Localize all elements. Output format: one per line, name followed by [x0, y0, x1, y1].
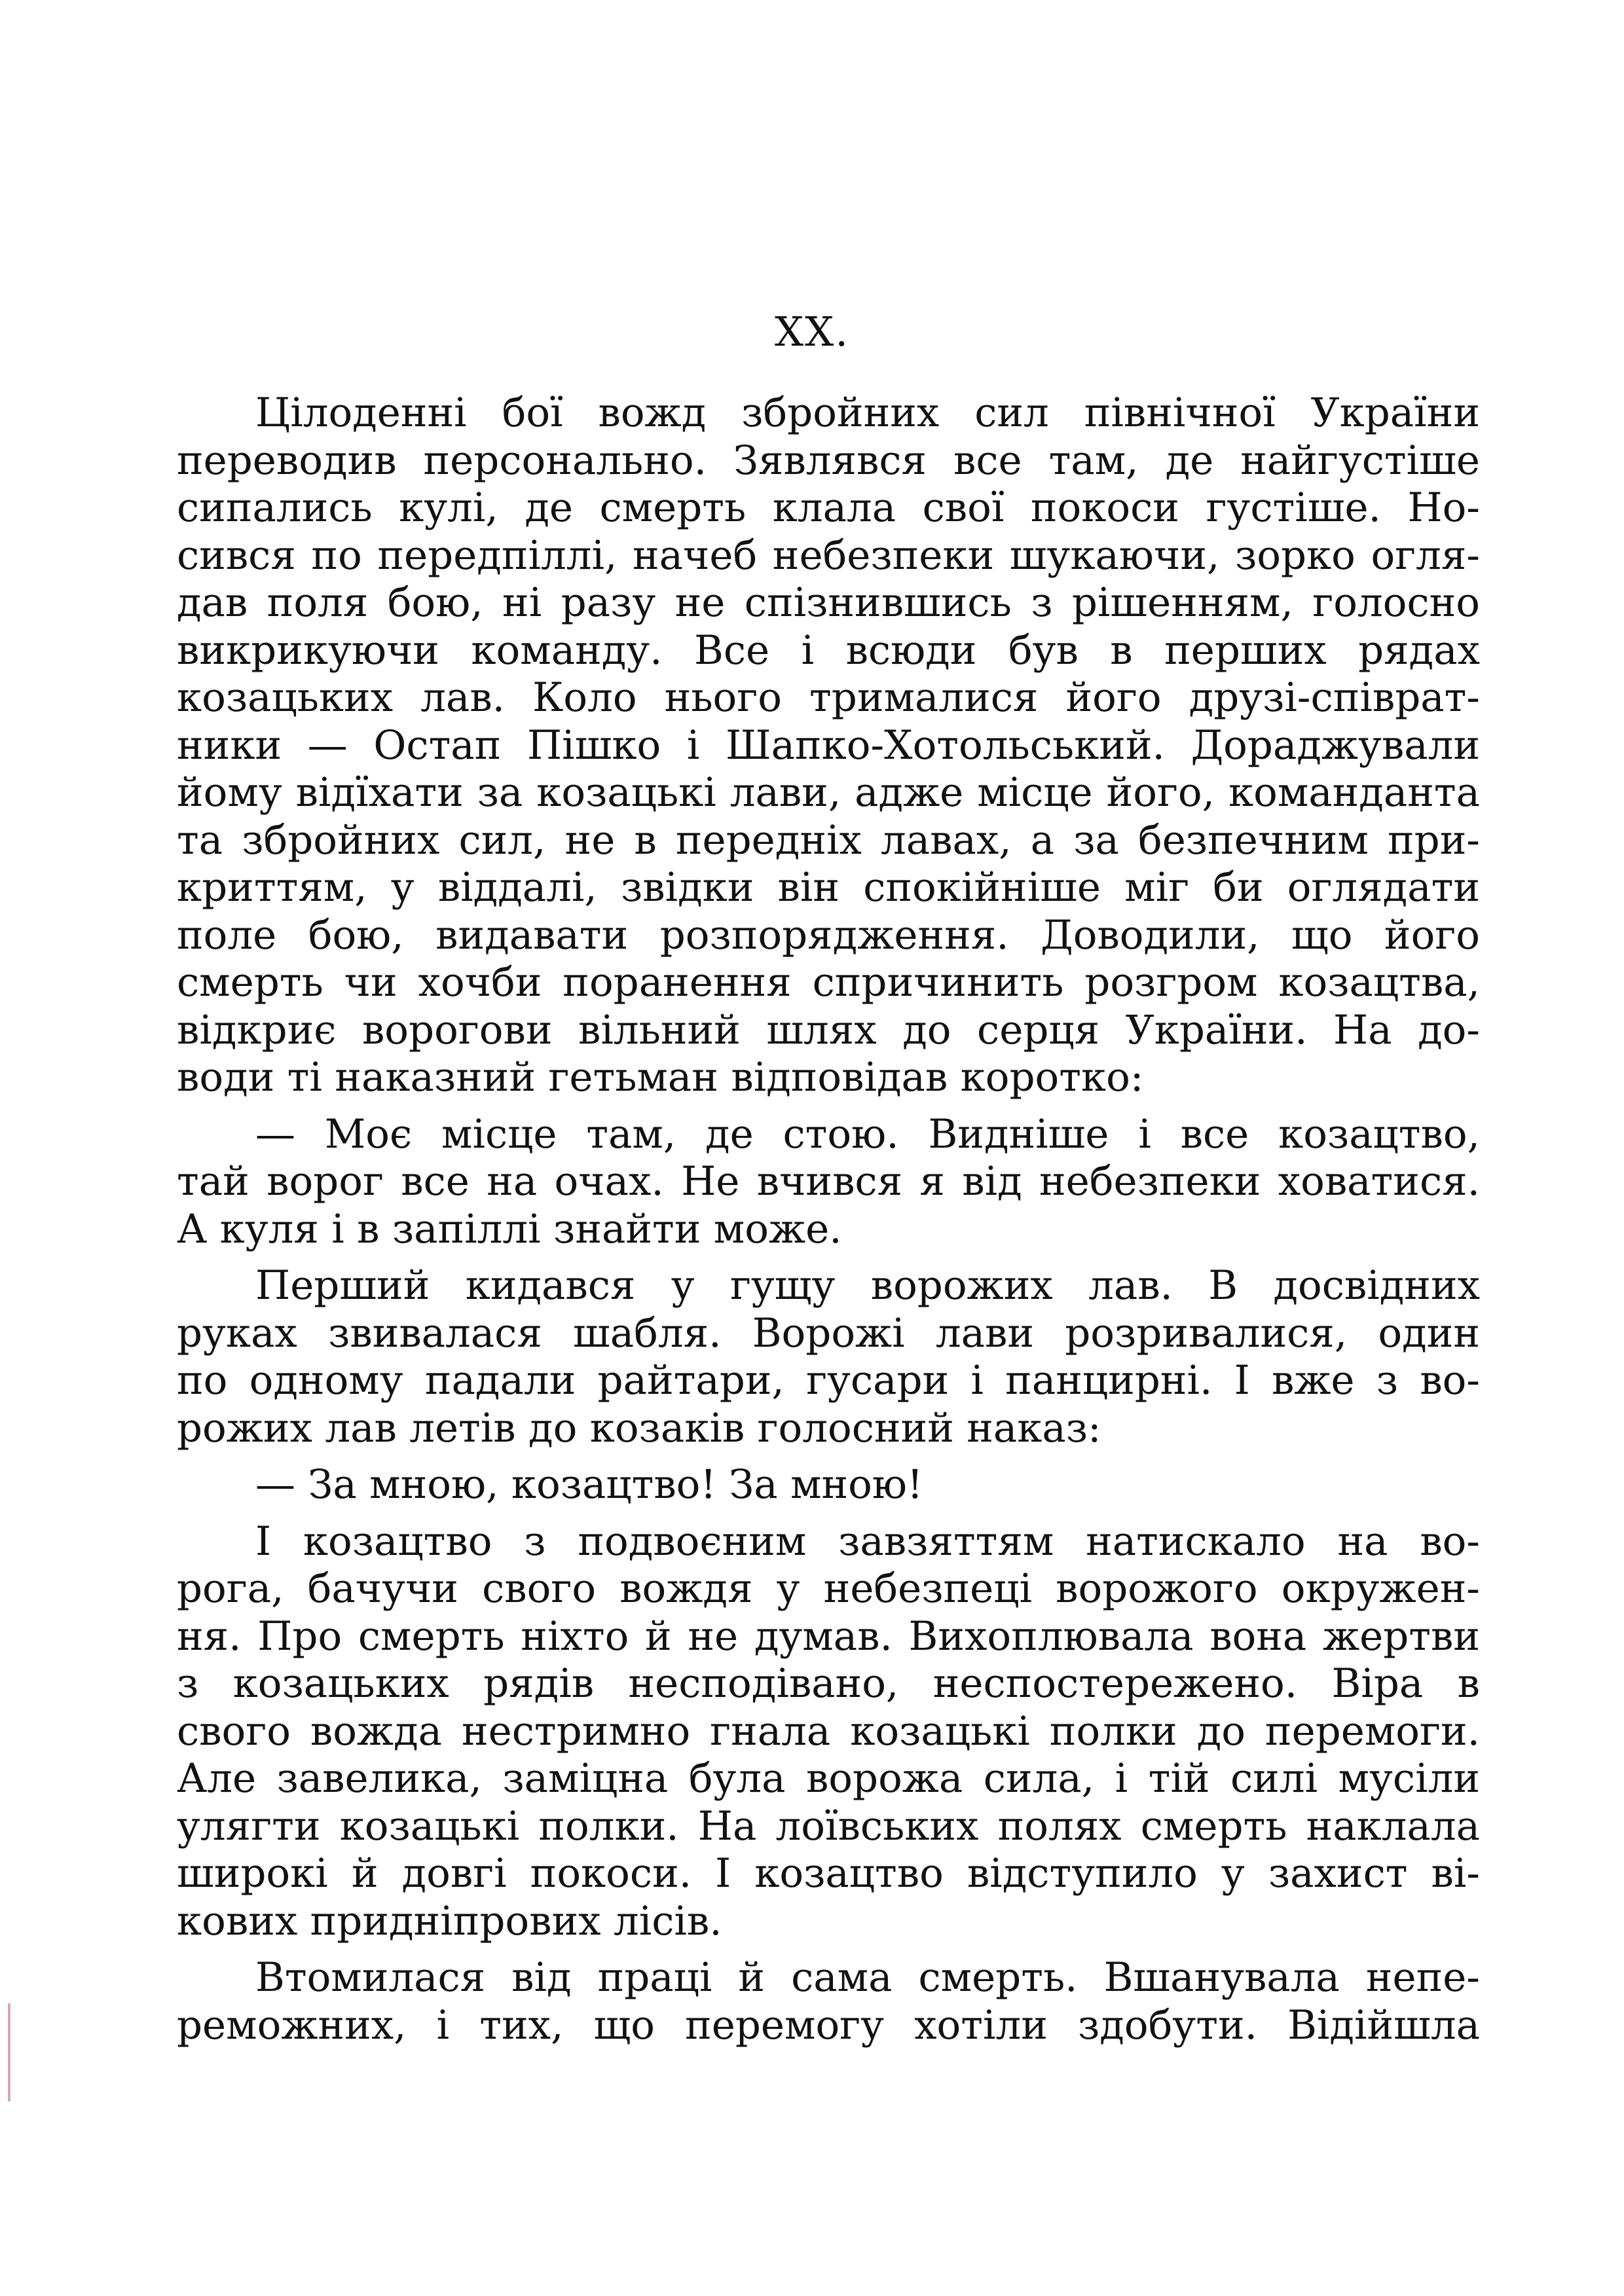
scan-edge-mark	[8, 2003, 10, 2102]
text-line: козацьких лав. Коло нього трималися його друзі-співрат-	[177, 674, 1480, 721]
text-line: руках звивалася шабля. Ворожі лави розривалися, один	[177, 1309, 1480, 1357]
text-line: — За мною, козацтво! За мною!	[255, 1461, 923, 1508]
text-line: І козацтво з подвоєним завзяттям натискало на во-	[255, 1518, 1480, 1565]
text-line: Але завелика, заміцна була ворожа сила, і тій силі мусіли	[177, 1755, 1480, 1802]
paragraph-dialogue	[177, 1111, 1480, 1254]
chapter-heading: XX.	[775, 308, 849, 355]
text-line: Втомилася від праці й сама смерть. Вшанувала непе-	[255, 1954, 1480, 2001]
text-line: ники — Остап Пішко і Шапко-Хотольський. Дораджували	[177, 721, 1480, 769]
text-line: реможних, і тих, що перемогу хотіли здобути. Відійшла	[177, 2001, 1480, 2049]
text-line: свого вожда нестримно гнала козацькі полки до перемоги.	[177, 1707, 1480, 1755]
text-line: поле бою, видавати розпорядження. Доводили, що його	[177, 911, 1480, 958]
text-line: А куля і в запіллі знайти може.	[177, 1205, 842, 1252]
text-line: улягти козацькі полки. На лоївських полях смерть наклала	[177, 1802, 1480, 1850]
text-line: широкі й довгі покоси. І козацтво відступило у захист ві-	[177, 1850, 1480, 1897]
text-line: та збройних сил, не в передніх лавах, а за безпечним при-	[177, 816, 1480, 864]
text-line: криттям, у віддалі, звідки він спокійніше міг би оглядати	[177, 864, 1480, 911]
text-line: переводив персонально. Зявлявся все там, де найгустіше	[177, 437, 1480, 484]
paragraph	[177, 1518, 1480, 1946]
text-line: сився по передпіллі, начеб небезпеки шукаючи, зорко огля-	[177, 532, 1480, 579]
text-line: відкриє ворогови вільний шлях до серця України. На до-	[177, 1006, 1480, 1053]
chapter-body	[177, 390, 1480, 2058]
text-line: дав поля бою, ні разу не спізнившись з рішенням, голосно	[177, 579, 1480, 626]
text-line: Перший кидався у гущу ворожих лав. В досвідних	[255, 1262, 1480, 1309]
paragraph	[177, 390, 1480, 1102]
text-line: йому відїхати за козацькі лави, адже місце його, команданта	[177, 769, 1480, 816]
text-line: сипались кулі, де смерть клала свої покоси густіше. Но-	[177, 484, 1480, 531]
text-line: води ті наказний гетьман відповідав коротко:	[177, 1054, 1144, 1101]
text-line: — Моє місце там, де стою. Видніше і все козацтво,	[255, 1110, 1480, 1157]
text-line: смерть чи хочби поранення спричинить розгром козацтва,	[177, 959, 1480, 1006]
paragraph-dialogue	[177, 1461, 1480, 1509]
paragraph	[177, 1954, 1480, 2049]
text-line: Цілоденні бої вожд збройних сил північної України	[255, 390, 1480, 436]
text-line: рожих лав летів до козаків голосний наказ:	[177, 1404, 1101, 1451]
text-line: по одному падали райтари, гусари і панцирні. І вже з во-	[177, 1357, 1480, 1404]
paragraph	[177, 1262, 1480, 1452]
text-line: кових придніпрових лісів.	[177, 1897, 722, 1944]
text-line: викрикуючи команду. Все і всюди був в перших рядах	[177, 627, 1480, 674]
text-line: з козацьких рядів несподівано, неспостережено. Віра в	[177, 1660, 1480, 1707]
text-line: ня. Про смерть ніхто й не думав. Вихоплювала вона жертви	[177, 1613, 1480, 1660]
text-line: тай ворог все на очах. Не вчився я від небезпеки ховатися.	[177, 1158, 1480, 1205]
text-line: рога, бачучи свого вождя у небезпеці ворожого окружен-	[177, 1565, 1480, 1612]
